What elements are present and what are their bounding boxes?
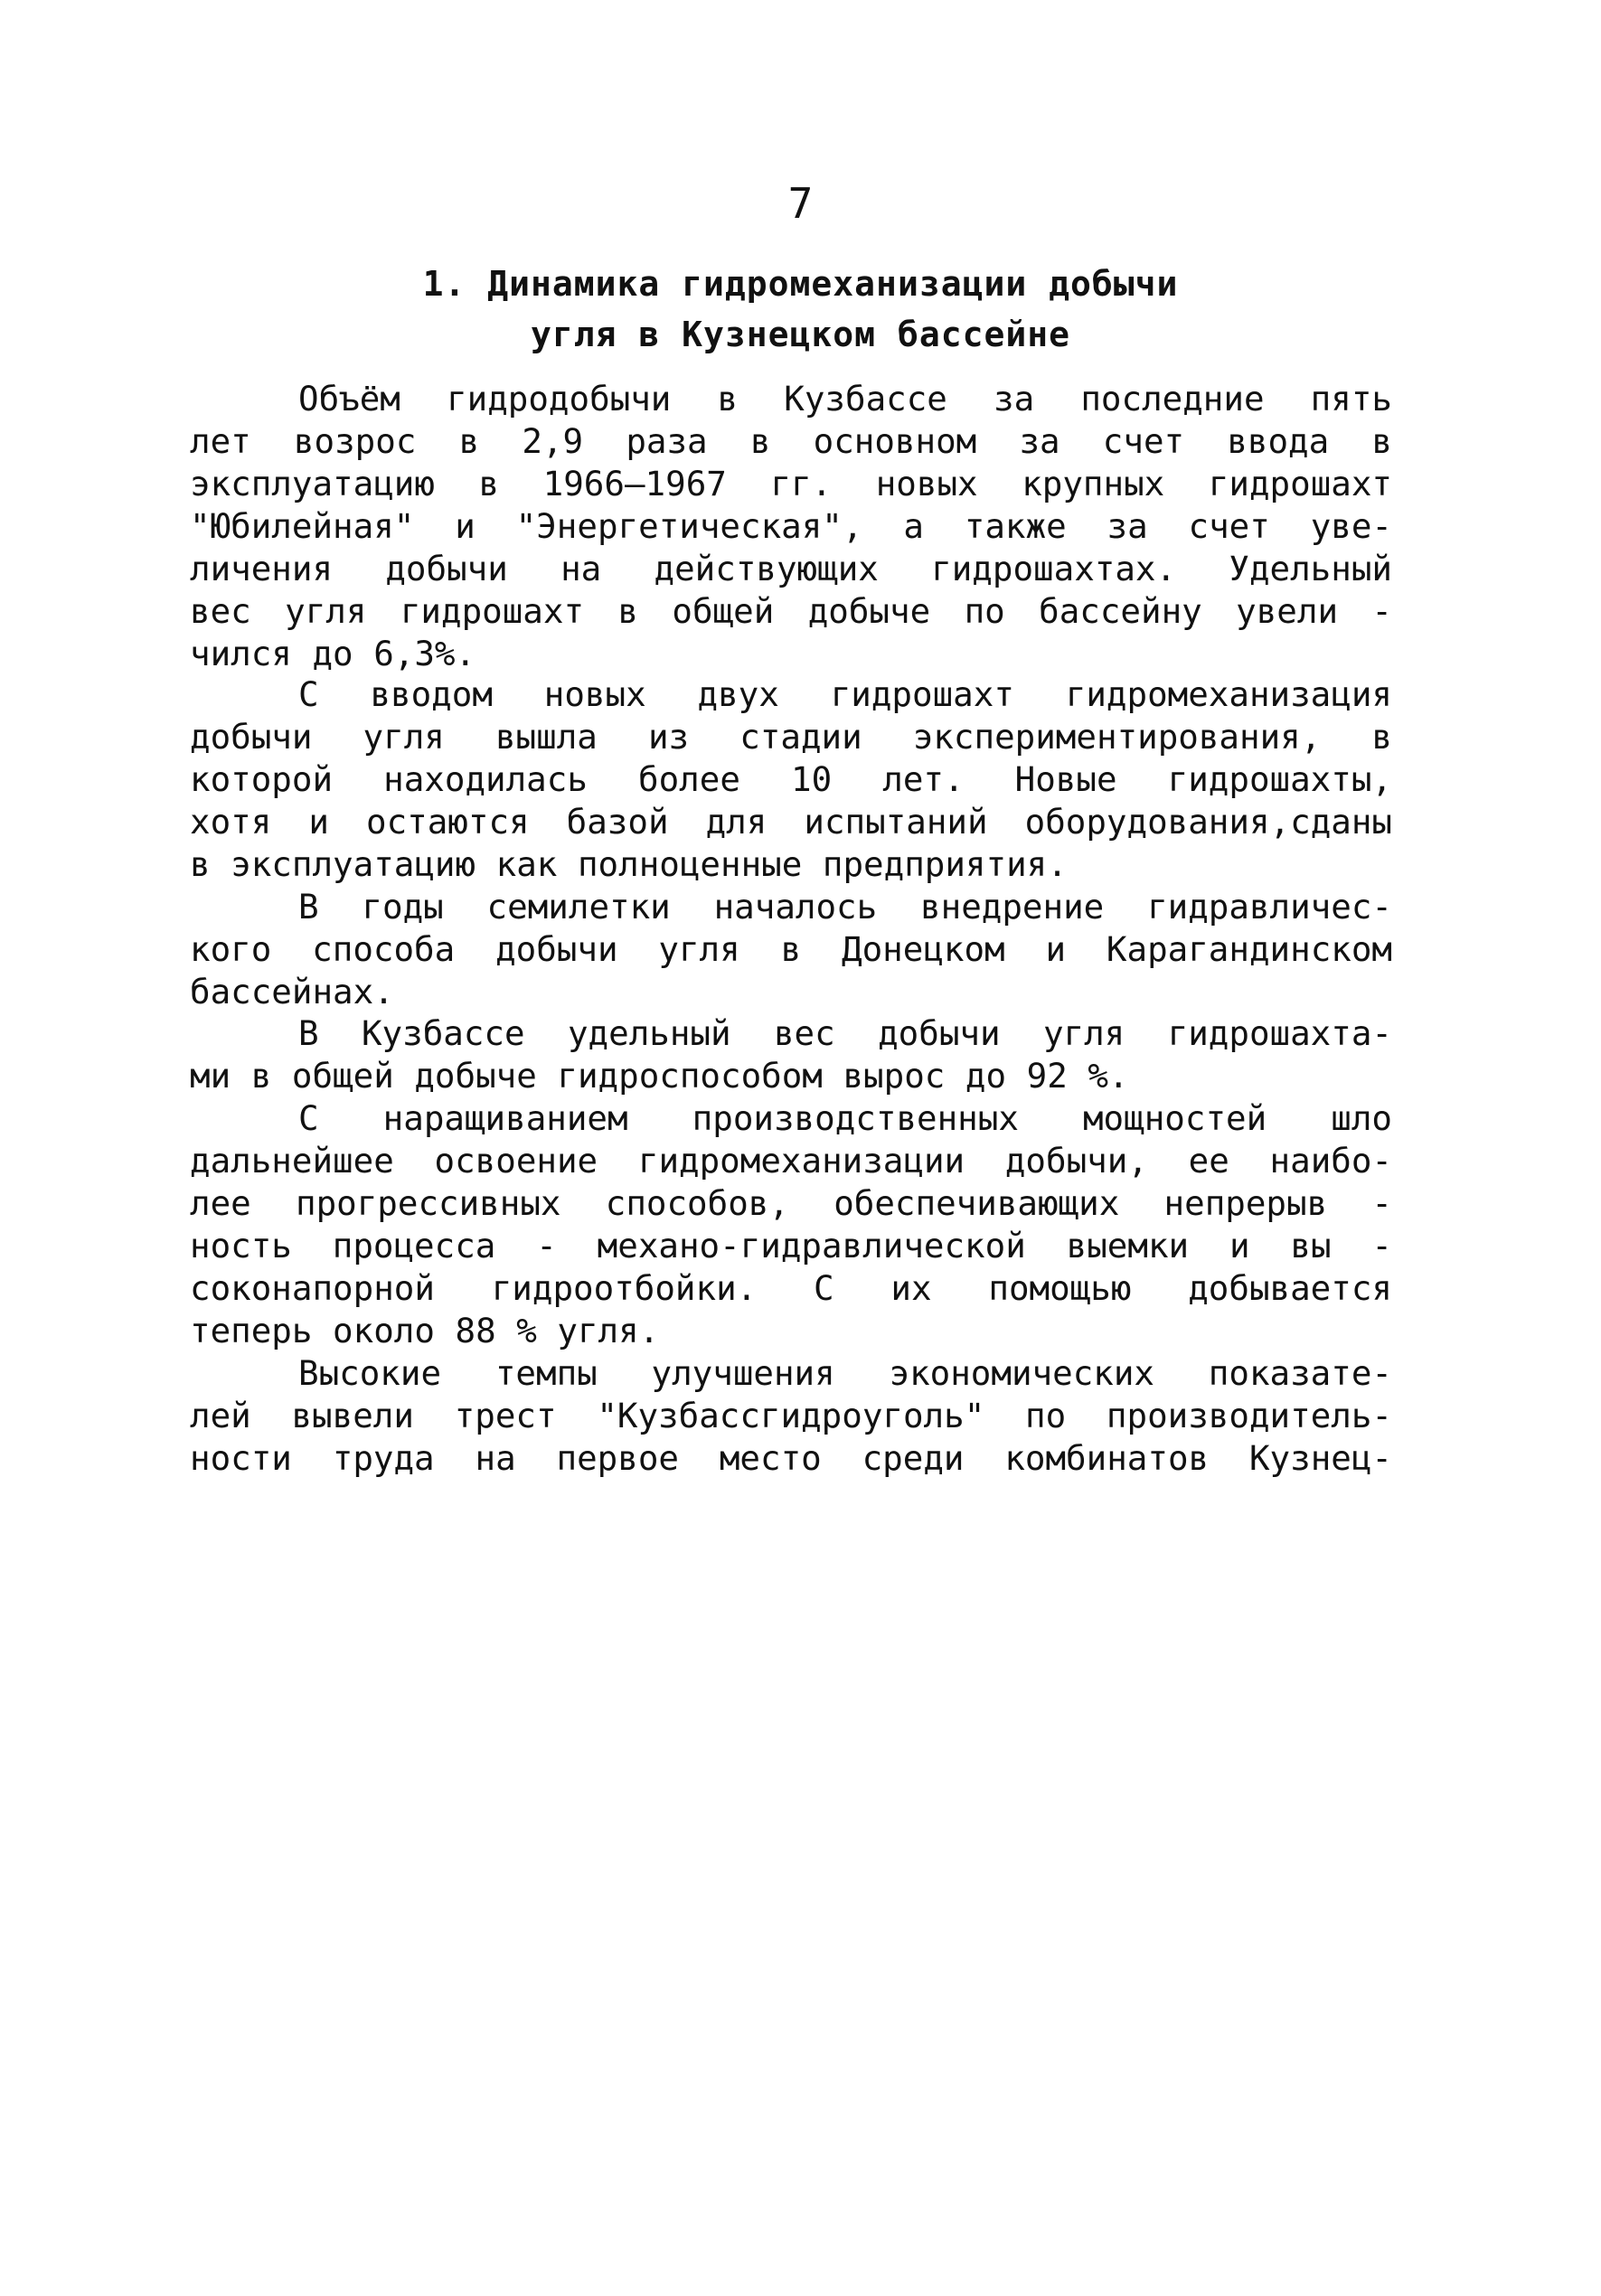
page-number: 7 (787, 179, 814, 228)
text-line: ми в общей добыче гидроспособом вырос до 92 %. (190, 1056, 1129, 1096)
text-line: лет возрос в 2,9 раза в основном за счет ввода в (190, 421, 1392, 461)
text-line: Высокие темпы улучшения экономических показате- (298, 1353, 1392, 1393)
text-line: дальнейшее освоение гидромеханизации добычи, ее наибо- (190, 1141, 1392, 1181)
text-line: В годы семилетки началось внедрение гидравличес- (298, 887, 1392, 927)
text-line: чился до 6,3%. (190, 634, 476, 673)
text-line: которой находилась более 10 лет. Новые гидрошахты, (190, 759, 1392, 799)
section-heading-line-2: угля в Кузнецком бассейне (531, 315, 1070, 354)
text-line: Объём гидродобычи в Кузбассе за последние пять (298, 379, 1392, 419)
text-line: С наращиванием производственных мощностей шло (298, 1098, 1392, 1138)
text-line: лей вывели трест "Кузбассгидроуголь" по производитель- (190, 1396, 1392, 1435)
text-line: ность процесса - механо-гидравлической выемки и вы - (190, 1226, 1392, 1266)
text-line: теперь около 88 % угля. (190, 1311, 660, 1350)
text-line: "Юбилейная" и "Энергетическая", а также за счет уве- (190, 506, 1392, 546)
text-line: личения добычи на действующих гидрошахтах. Удельный (190, 549, 1392, 588)
text-line: лее прогрессивных способов, обеспечивающих непрерыв - (190, 1183, 1392, 1223)
text-line: В Кузбассе удельный вес добычи угля гидрошахта- (298, 1013, 1392, 1053)
section-heading-line-1: 1. Динамика гидромеханизации добычи (422, 264, 1179, 304)
text-line: эксплуатацию в 1966–1967 гг. новых крупных гидрошахт (190, 464, 1392, 503)
text-line: в эксплуатацию как полноценные предприятия. (190, 844, 1068, 884)
text-line: добычи угля вышла из стадии экспериментирования, в (190, 717, 1392, 757)
text-line: ности труда на первое место среди комбинатов Кузнец- (190, 1438, 1392, 1478)
text-line: бассейнах. (190, 972, 394, 1012)
text-line: С вводом новых двух гидрошахт гидромеханизация (298, 674, 1392, 714)
text-line: соконапорной гидроотбойки. С их помощью добывается (190, 1268, 1392, 1308)
text-line: кого способа добычи угля в Донецком и Карагандинском (190, 929, 1392, 969)
text-line: хотя и остаются базой для испытаний оборудования,сданы (190, 802, 1392, 842)
text-line: вес угля гидрошахт в общей добыче по бассейну увели - (190, 591, 1392, 631)
